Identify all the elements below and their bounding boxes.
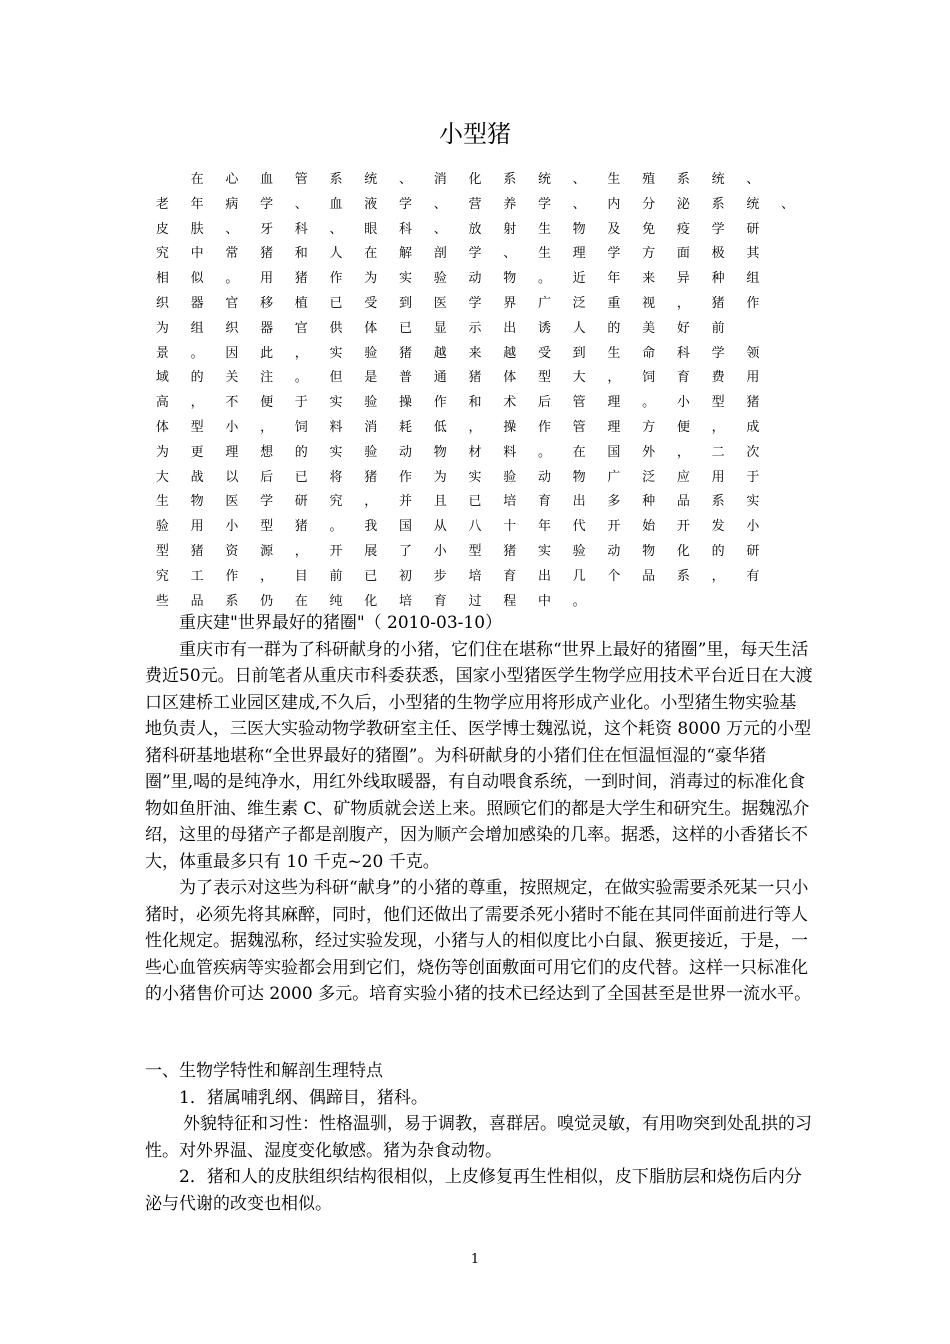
document-title: 小型猪 bbox=[439, 120, 511, 148]
intro-line: 织 器 官 移 植 已 受 到 医 学 界 广 泛 重 视 ， 猪 作 bbox=[155, 295, 760, 311]
intro-line: 景 。 因 此 ， 实 验 猪 越 来 越 受 到 生 命 科 学 领 bbox=[155, 345, 760, 361]
section-1-item-2: 2．猪和人的皮肤组织结构很相似，上皮修复再生性相似，皮下脂肪层和烧伤后内分泌与代谢的改变也相似。 bbox=[145, 1167, 802, 1214]
section-1-item-1: 1．猪属哺乳纲、偶蹄目，猪科。 bbox=[179, 1087, 428, 1108]
intro-paragraph bbox=[145, 168, 805, 614]
intro-line: 体 型 小 ， 饲 料 消 耗 低 ， 操 作 管 理 方 便 ， 成 bbox=[155, 419, 760, 435]
intro-line: 在 心 血 管 系 统 、 消 化 系 统 、 生 殖 系 统 、 bbox=[190, 172, 760, 187]
news-paragraph-1: 重庆市有一群为了科研献身的小猪，它们住在堪称“世界上最好的猪圈”里，每天生活费近50元。日前笔者从重庆市科委获悉，国家小型猪医学生物学应用技术平台近日在大渡口区建桥工业园区建成,不久后，小型猪的生物学应用将形成产业化。小型猪生物实验基地负责人，三医大实验动物学教研室主任、医学博士魏泓说，这个耗资 8000 万元的小型猪科研基地堪称“全世界最好的猪圈”。为科研献身的小猪们住在恒温恒湿的“豪华猪圈”里,喝的是纯净水，用红外线取暖器，有自动喂食系统，一到时间，消毒过的标准化食物如鱼肝油、维生素 C、矿物质就会送上来。照顾它们的都是大学生和研究生。据魏泓介绍，这里的母猪产子都是剖腹产，因为顺产会增加感染的几率。据悉，这样的小香猪长不大，体重最多只有 10 千克~20 千克。 bbox=[145, 639, 813, 872]
page-number: 1 bbox=[470, 1252, 480, 1267]
section-1 bbox=[145, 1058, 813, 1217]
intro-line: 相 似 。 用 猪 作 为 实 验 动 物 。 近 年 来 异 种 组 bbox=[155, 271, 760, 287]
intro-line: 大 战 以 后 已 将 猪 作 为 实 验 动 物 广 泛 应 用 于 bbox=[155, 469, 760, 485]
intro-line: 生 物 医 学 研 究 ， 并 且 已 培 育 出 多 种 品 系 实 bbox=[155, 494, 760, 510]
news-section bbox=[145, 610, 813, 1008]
intro-line: 为 更 理 想 的 实 验 动 物 材 料 。 在 国 外 ， 二 次 bbox=[155, 444, 760, 460]
intro-line: 究 工 作 ， 目 前 已 初 步 培 育 出 几 个 品 系 ， 有 bbox=[155, 568, 760, 584]
intro-line: 域 的 关 注 。 但 是 普 通 猪 体 型 大 ， 饲 育 费 用 bbox=[155, 370, 760, 386]
intro-line: 些 品 系 仍 在 纯 化 培 育 过 程 中 。 bbox=[155, 593, 586, 609]
intro-line: 为 组 织 器 官 供 体 已 显 示 出 诱 人 的 美 好 前 bbox=[155, 320, 725, 336]
intro-line: 老 年 病 学 、 血 液 学 、 营 养 学 、 内 分 泌 系 统 、 bbox=[155, 196, 795, 212]
intro-line: 究 中 常 猪 和 人 在 解 剖 学 、 生 理 学 方 面 极 其 bbox=[155, 246, 760, 262]
intro-line: 高 ， 不 便 于 实 验 操 作 和 术 后 管 理 。 小 型 猪 bbox=[155, 395, 760, 411]
news-paragraph-2: 为了表示对这些为科研“献身”的小猪的尊重，按照规定，在做实验需要杀死某一只小猪时，必须先将其麻醉，同时，他们还做出了需要杀死小猪时不能在其同伴面前进行等人性化规定。据魏泓称，经过实验发现，小猪与人的相似度比小白鼠、猴更接近，于是，一些心血管疾病等实验都会用到它们，烧伤等创面敷面可用它们的皮代替。这样一只标准化的小猪售价可达 2000 多元。培育实验小猪的技术已经达到了全国甚至是世界一流水平。 bbox=[145, 878, 812, 1004]
news-heading: 重庆建"世界最好的猪圈"（ 2010-03-10） bbox=[179, 613, 503, 633]
intro-line: 验 用 小 型 猪 。 我 国 从 八 十 年 代 开 始 开 发 小 bbox=[155, 519, 760, 535]
section-1-heading: 一、生物学特性和解剖生理特点 bbox=[145, 1061, 383, 1081]
intro-line: 皮 肤 、 牙 科 、 眼 科 、 放 射 生 物 及 免 疫 学 研 bbox=[155, 221, 760, 237]
intro-line: 型 猪 资 源 ， 开 展 了 小 型 猪 实 验 动 物 化 的 研 bbox=[155, 543, 760, 559]
section-1-item-1-detail: 外貌特征和习性：性格温驯，易于调教，喜群居。嗅觉灵敏，有用吻突到处乱拱的习性。对外界温、湿度变化敏感。猪为杂食动物。 bbox=[145, 1114, 812, 1161]
